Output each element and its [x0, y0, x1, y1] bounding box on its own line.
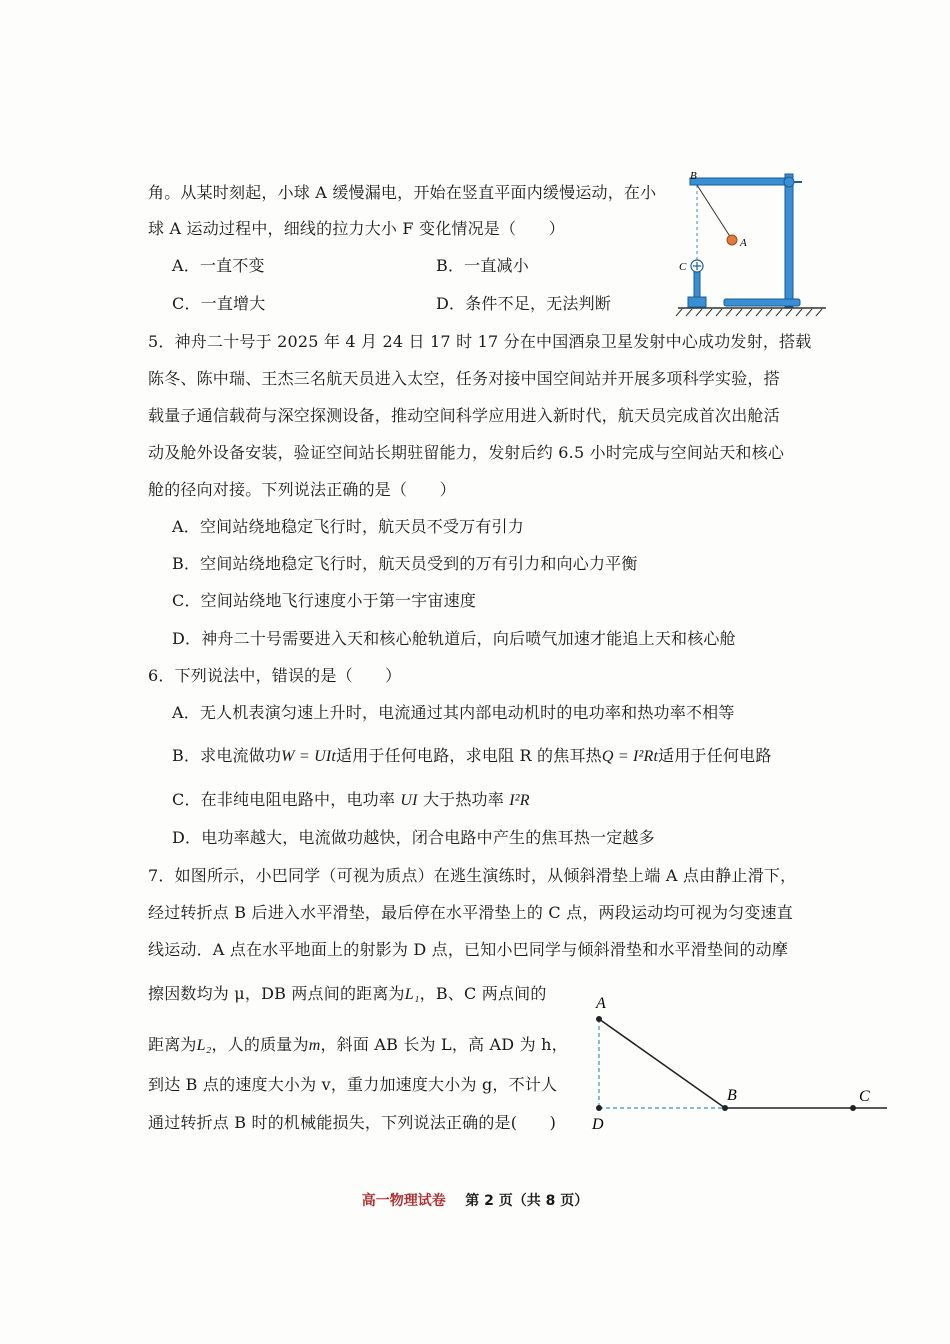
q7-stem-line7: 通过转折点 B 时的机械能损失，下列说法正确的是( ) — [148, 1113, 557, 1132]
q7-line5-text1: 距离为 — [148, 1035, 197, 1054]
q6-stem: 6．下列说法中，错误的是（ ） — [148, 666, 402, 685]
q6-option-c-text2: 大于热功率 — [422, 790, 504, 809]
q7-symbol-m: m — [308, 1037, 321, 1054]
q4-option-a: A．一直不变 — [172, 256, 265, 275]
q7-stem-line6: 到达 B 点的速度大小为 v，重力加速度大小为 g，不计人 — [148, 1075, 558, 1094]
q7-stem-line3: 线运动．A 点在水平地面上的射影为 D 点，已知小巴同学与倾斜滑垫和水平滑垫间的动摩 — [148, 940, 789, 959]
q4-option-b: B．一直减小 — [436, 256, 529, 275]
q5-stem-line4: 动及舱外设备安装，验证空间站长期驻留能力，发射后约 6.5 小时完成与空间站天和核心 — [148, 443, 785, 462]
q6-formula-power: UI — [400, 792, 418, 809]
q7-incline-figure — [582, 988, 892, 1138]
q5-option-b: B．空间站绕地稳定飞行时，航天员受到的万有引力和向心力平衡 — [172, 554, 638, 573]
q4-option-c: C．一直增大 — [172, 294, 266, 313]
page-footer — [0, 1190, 950, 1210]
q6-formula-work: W = UIt — [281, 748, 337, 765]
q7-stem-line1: 7．如图所示，小巴同学（可视为质点）在逃生演练时，从倾斜滑垫上端 A 点由静止滑下， — [148, 866, 797, 885]
q6-option-b — [172, 745, 772, 768]
q4-option-d: D．条件不足，无法判断 — [436, 294, 612, 313]
q5-stem-line2: 陈冬、陈中瑞、王杰三名航天员进入太空，任务对接中国空间站并开展多项科学实验，搭 — [148, 369, 780, 388]
q6-formula-heat-power: I²R — [509, 792, 530, 809]
q7-symbol-l1: L₁ — [404, 986, 420, 1003]
q5-option-a: A．空间站绕地稳定飞行时，航天员不受万有引力 — [172, 517, 524, 536]
q7-line5-text3: ，斜面 AB 长为 L，高 AD 为 h， — [320, 1035, 568, 1054]
q6-option-c-text1: C．在非纯电阻电路中，电功率 — [172, 790, 396, 809]
footer-page-number: 第 2 页（共 8 页） — [465, 1193, 589, 1209]
q7-stem-line2: 经过转折点 B 后进入水平滑垫，最后停在水平滑垫上的 C 点，两段运动均可视为匀变速直 — [148, 903, 793, 922]
q7-stem-line4 — [148, 983, 547, 1006]
q7-stem-line5 — [148, 1034, 568, 1057]
q6-option-b-text2: 适用于任何电路，求电阻 R 的焦耳热 — [336, 746, 602, 765]
q7-label-a: A — [596, 995, 606, 1012]
q5-option-c: C．空间站绕地飞行速度小于第一宇宙速度 — [172, 591, 477, 610]
q4-stem-line1: 角。从某时刻起，小球 A 缓慢漏电，开始在竖直平面内缓慢运动，在小 — [148, 183, 657, 202]
q6-option-c — [172, 789, 530, 812]
q5-stem-line1: 5．神舟二十号于 2025 年 4 月 24 日 17 时 17 分在中国酒泉卫星发射中心成功发射，搭载 — [148, 332, 812, 351]
q4-label-b: B — [690, 170, 697, 182]
q7-label-b: B — [727, 1087, 737, 1104]
q6-option-b-text3: 适用于任何电路 — [658, 746, 772, 765]
q5-stem-line3: 载量子通信载荷与深空探测设备，推动空间科学应用进入新时代，航天员完成首次出舱活 — [148, 406, 780, 425]
q6-formula-heat: Q = I²Rt — [601, 748, 659, 765]
q7-line4-text1: 擦因数均为 μ，DB 两点间的距离为 — [148, 984, 405, 1003]
q6-option-d: D．电功率越大，电流做功越快，闭合电路中产生的焦耳热一定越多 — [172, 828, 655, 847]
q6-option-b-text1: B．求电流做功 — [172, 746, 282, 765]
q7-line4-text2: ，B、C 两点间的 — [419, 984, 547, 1003]
footer-subject: 高一物理试卷 — [361, 1193, 446, 1209]
q5-option-d: D．神舟二十号需要进入天和核心舱轨道后，向后喷气加速才能追上天和核心舱 — [172, 629, 736, 648]
q7-symbol-l2: L₂ — [196, 1037, 212, 1054]
q7-label-c: C — [859, 1088, 870, 1105]
q4-label-a: A — [740, 237, 747, 249]
q4-apparatus-figure — [668, 170, 828, 320]
q6-option-a: A．无人机表演匀速上升时，电流通过其内部电动机时的电功率和热功率不相等 — [172, 703, 735, 722]
q4-stem-line2: 球 A 运动过程中，细线的拉力大小 F 变化情况是（ ） — [148, 219, 565, 238]
q7-line5-text2: ，人的质量为 — [211, 1035, 309, 1054]
q4-label-c: C — [679, 261, 687, 273]
q7-label-d: D — [592, 1116, 604, 1133]
q5-stem-line5: 舱的径向对接。下列说法正确的是（ ） — [148, 480, 456, 499]
